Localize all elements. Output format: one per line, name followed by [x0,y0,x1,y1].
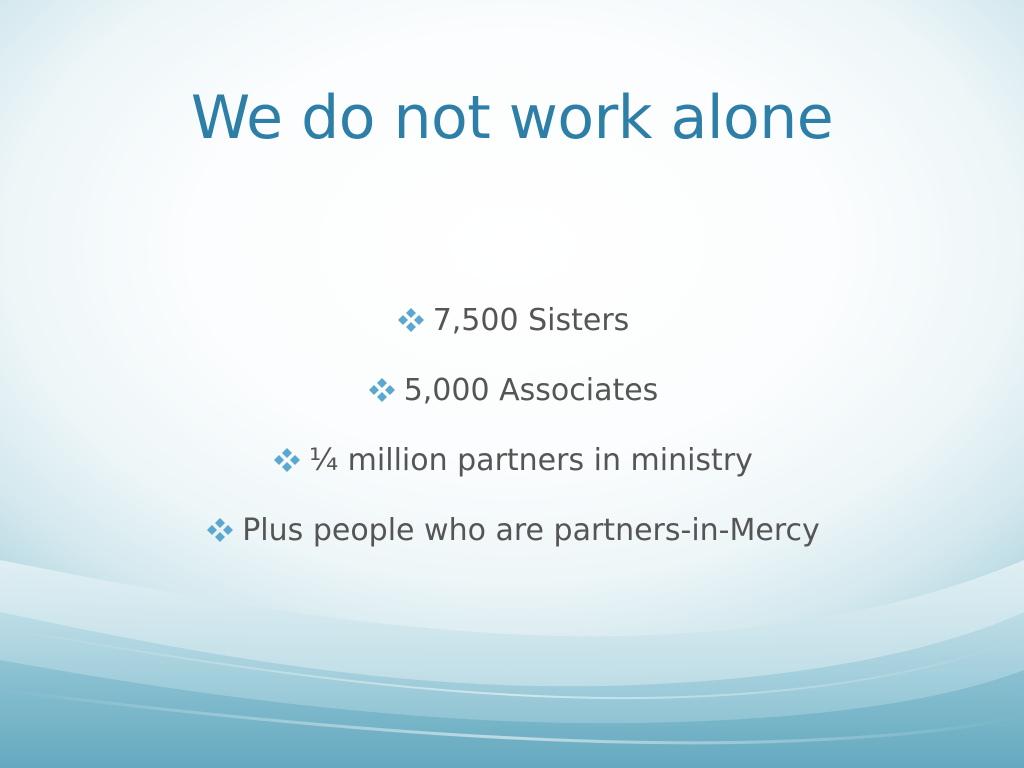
bullet-text: 5,000 Associates [403,372,659,408]
bullet-list [0,285,1024,565]
bullet-text: 7,500 Sisters [432,302,630,338]
bullet-item [0,495,1024,565]
bullet-item [0,425,1024,495]
bullet-item [0,355,1024,425]
diamond-bullet-icon [271,446,303,474]
bullet-text: Plus people who are partners-in-Mercy [242,512,820,548]
diamond-bullet-icon [395,306,427,334]
diamond-bullet-icon [204,516,236,544]
bullet-item [0,285,1024,355]
diamond-bullet-icon [366,376,398,404]
slide-title: We do not work alone [190,83,834,153]
bullet-text: ¼ million partners in ministry [309,442,753,478]
